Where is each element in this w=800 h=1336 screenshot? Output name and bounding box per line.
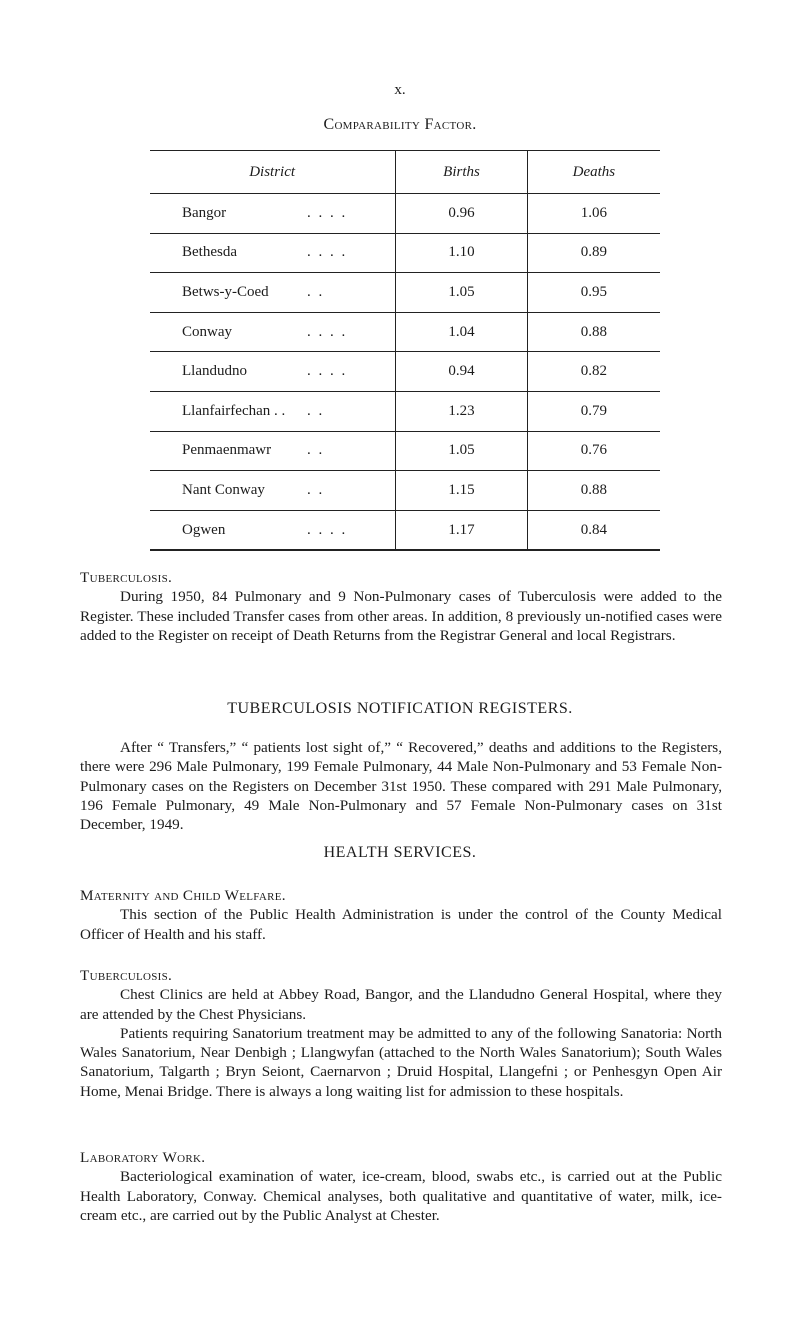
tuberculosis-paragraph: During 1950, 84 Pulmonary and 9 Non-Pulmonary cases of Tuberculosis were added to the Register. These included Transfer cases from other areas. In addition, 8 previously un-notified cases were added to the Register on receipt of Death Returns from the Registrar General and local Registrars.: [80, 588, 722, 644]
laboratory-paragraph: Bacteriological examination of water, ice-cream, blood, swabs etc., is carried out at the Public Health Laboratory, Conway. Chemical analyses, both qualitative and quantitative of water, milk, ice-cream etc., are carried out by the Public Analyst at Chester.: [80, 1168, 722, 1224]
district-cell: [150, 431, 396, 471]
chest-clinics-paragraph: Chest Clinics are held at Abbey Road, Bangor, and the Llandudno General Hospital, where they are attended by the Chest Physicians.: [80, 986, 722, 1023]
district-name: Ogwen: [182, 521, 226, 538]
leader-dots: . .: [307, 283, 325, 300]
births-cell: 1.23: [396, 391, 528, 431]
leader-dots: . .: [307, 402, 325, 419]
notification-registers-paragraph: After “ Transfers,” “ patients lost sight of,” “ Recovered,” deaths and additions to the Registers, there were 296 Male Pulmonary, 199 Female Pulmonary, 44 Male Non-Pulmonary and 53 Female Non-Pulmonary cases on the Registers on December 31st 1950. These compared with 291 Male Pulmonary, 196 Female Pulmonary, 49 Male Non-Pulmonary and 57 Female Non-Pulmonary cases on 31st December, 1949.: [80, 739, 722, 834]
table-row: [150, 431, 660, 471]
deaths-cell: 1.06: [527, 194, 660, 234]
leader-dots: . . . .: [307, 363, 348, 380]
tuberculosis-services-heading: Tuberculosis.: [80, 967, 173, 984]
deaths-cell: 0.79: [527, 391, 660, 431]
births-cell: 1.15: [396, 471, 528, 511]
leader-dots: . .: [307, 481, 325, 498]
page-number: x.: [394, 82, 406, 98]
district-name: Betws-y-Coed: [182, 283, 269, 300]
health-services-heading: HEALTH SERVICES.: [323, 844, 477, 861]
births-cell: 1.04: [396, 312, 528, 352]
leader-dots: . . . .: [307, 244, 348, 261]
table-row: [150, 233, 660, 273]
district-cell: [150, 352, 396, 392]
district-name: Bethesda: [182, 244, 237, 261]
deaths-cell: 0.76: [527, 431, 660, 471]
leader-dots: . . . .: [307, 204, 348, 221]
births-cell: 1.17: [396, 510, 528, 550]
notification-registers-section: [80, 738, 722, 834]
births-cell: 1.10: [396, 233, 528, 273]
table-title: Comparability Factor.: [323, 116, 477, 133]
district-cell: [150, 391, 396, 431]
laboratory-section: [80, 1148, 722, 1225]
table-header-row: [150, 151, 660, 194]
district-name: Conway: [182, 323, 232, 340]
comparability-table: [150, 150, 660, 551]
header-deaths: Deaths: [527, 151, 660, 194]
maternity-heading: Maternity and Child Welfare.: [80, 887, 286, 904]
births-cell: 0.94: [396, 352, 528, 392]
births-cell: 1.05: [396, 273, 528, 313]
laboratory-heading: Laboratory Work.: [80, 1149, 206, 1166]
maternity-paragraph: This section of the Public Health Administration is under the control of the County Medical Officer of Health and his staff.: [80, 906, 722, 943]
births-cell: 0.96: [396, 194, 528, 234]
district-name: Bangor: [182, 204, 227, 221]
header-births: Births: [396, 151, 528, 194]
table-row: [150, 312, 660, 352]
table-row: [150, 352, 660, 392]
header-district: District: [150, 151, 396, 194]
district-name: Penmaenmawr: [182, 442, 272, 459]
deaths-cell: 0.95: [527, 273, 660, 313]
table-row: [150, 471, 660, 511]
leader-dots: . . . .: [307, 323, 348, 340]
district-name: Nant Conway: [182, 481, 265, 498]
tuberculosis-section: [80, 568, 722, 645]
leader-dots: . .: [307, 442, 325, 459]
table-row: [150, 391, 660, 431]
table-row: [150, 510, 660, 550]
district-cell: [150, 194, 396, 234]
deaths-cell: 0.89: [527, 233, 660, 273]
maternity-section: [80, 886, 722, 944]
deaths-cell: 0.88: [527, 471, 660, 511]
table-row: [150, 273, 660, 313]
table-row: [150, 194, 660, 234]
sanatoria-paragraph: Patients requiring Sanatorium treatment may be admitted to any of the following Sanatoria: North Wales Sanatorium, Near Denbigh ; Llangwyfan (attached to the North Wales Sanatorium); South Wales Sanatorium, Talgarth ; Bryn Seiont, Caernarvon ; Druid Hospital, Llangefni ; or Penhesgyn Open Air Home, Menai Bridge. There is always a long waiting list for admission to these hospitals.: [80, 1024, 722, 1100]
district-cell: [150, 233, 396, 273]
tuberculosis-heading: Tuberculosis.: [80, 569, 173, 586]
district-name: Llandudno: [182, 363, 247, 380]
notification-registers-heading: TUBERCULOSIS NOTIFICATION REGISTERS.: [227, 700, 573, 717]
tuberculosis-services-section: [80, 966, 722, 1101]
births-cell: 1.05: [396, 431, 528, 471]
deaths-cell: 0.84: [527, 510, 660, 550]
district-cell: [150, 312, 396, 352]
deaths-cell: 0.82: [527, 352, 660, 392]
deaths-cell: 0.88: [527, 312, 660, 352]
district-name: Llanfairfechan . .: [182, 402, 286, 419]
district-cell: [150, 471, 396, 511]
district-cell: [150, 510, 396, 550]
district-cell: [150, 273, 396, 313]
leader-dots: . . . .: [307, 521, 348, 538]
